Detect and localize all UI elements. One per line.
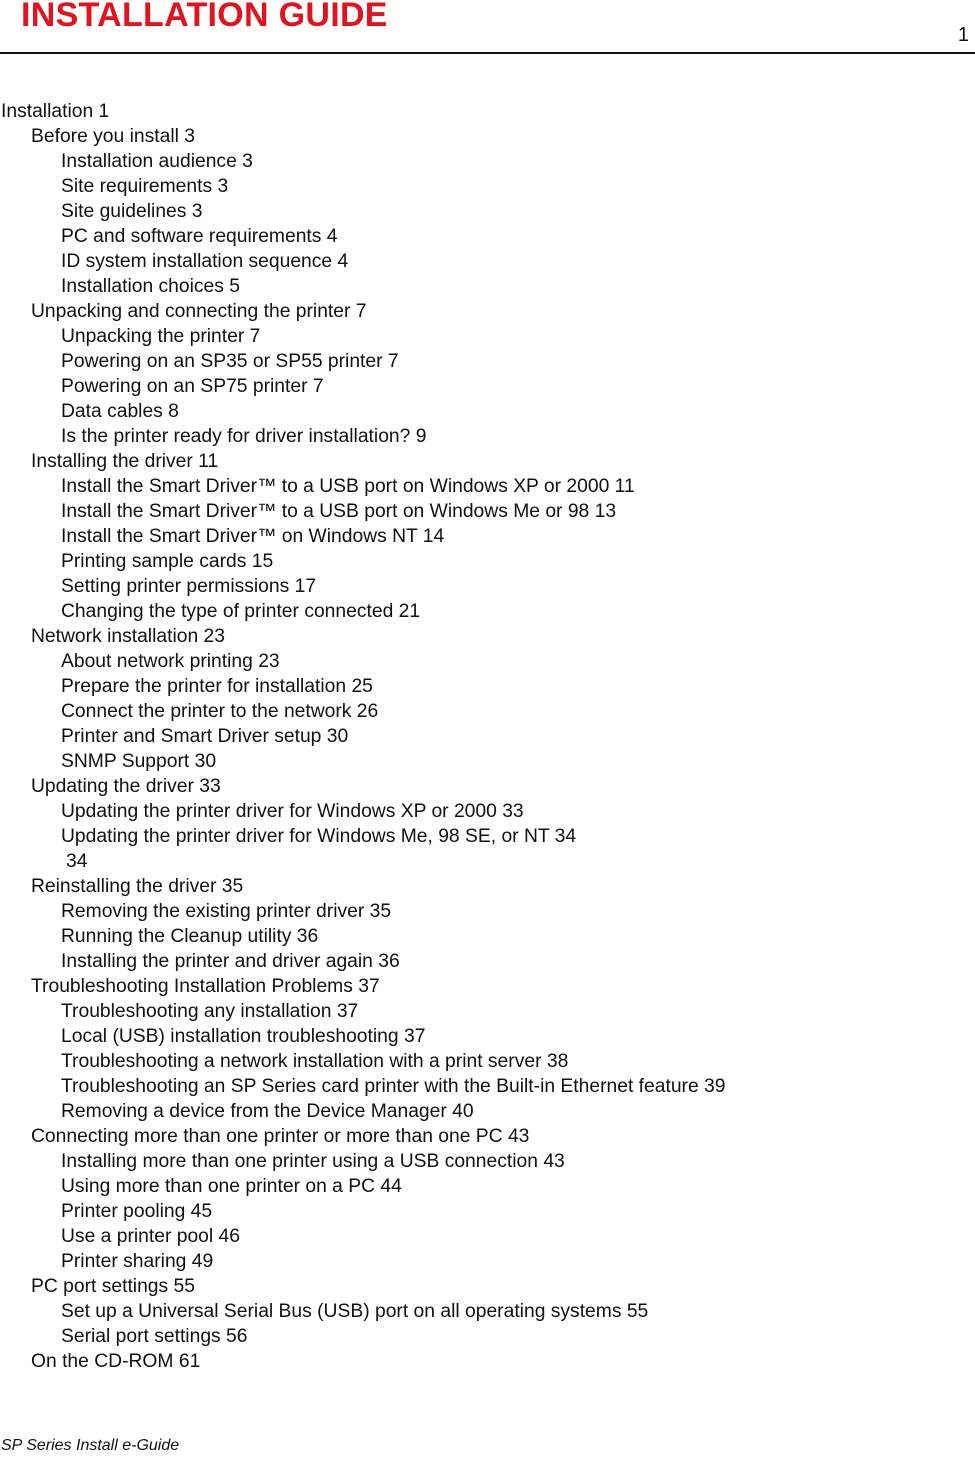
toc-entry[interactable]: PC and software requirements 4	[61, 226, 338, 247]
toc-entry[interactable]: Using more than one printer on a PC 44	[61, 1176, 402, 1197]
toc-entry[interactable]: Powering on an SP75 printer 7	[61, 376, 324, 397]
toc-entry[interactable]: 34	[66, 851, 88, 872]
toc-entry[interactable]: SNMP Support 30	[61, 751, 217, 772]
toc-entry[interactable]: On the CD-ROM 61	[31, 1351, 201, 1372]
toc-entry[interactable]: Install the Smart Driver™ to a USB port on Windows Me or 98 13	[61, 501, 617, 522]
toc-entry[interactable]: Reinstalling the driver 35	[31, 876, 244, 897]
toc-entry[interactable]: Install the Smart Driver™ on Windows NT 14	[61, 526, 445, 547]
header-divider	[0, 52, 975, 54]
toc-entry[interactable]: Prepare the printer for installation 25	[61, 676, 373, 697]
toc-entry[interactable]: Removing a device from the Device Manager 40	[61, 1101, 474, 1122]
toc-entry[interactable]: ID system installation sequence 4	[61, 251, 349, 272]
toc-entry[interactable]: Site requirements 3	[61, 176, 229, 197]
toc-entry[interactable]: Installing more than one printer using a USB connection 43	[61, 1151, 565, 1172]
toc-entry[interactable]: Local (USB) installation troubleshooting 37	[61, 1026, 426, 1047]
toc-entry[interactable]: Powering on an SP35 or SP55 printer 7	[61, 351, 399, 372]
toc-entry[interactable]: Connecting more than one printer or more than one PC 43	[31, 1126, 530, 1147]
toc-entry[interactable]: Installing the driver 11	[31, 451, 219, 472]
footer-text: SP Series Install e-Guide	[1, 1437, 180, 1454]
toc-entry[interactable]: Changing the type of printer connected 21	[61, 601, 421, 622]
toc-entry[interactable]: Set up a Universal Serial Bus (USB) port on all operating systems 55	[61, 1301, 649, 1322]
toc-entry[interactable]: Troubleshooting Installation Problems 37	[31, 976, 380, 997]
toc-entry[interactable]: Before you install 3	[31, 126, 195, 147]
toc-entry[interactable]: Unpacking the printer 7	[61, 326, 261, 347]
toc-entry[interactable]: Site guidelines 3	[61, 201, 203, 222]
toc-entry[interactable]: Network installation 23	[31, 626, 225, 647]
toc-entry[interactable]: Updating the printer driver for Windows XP or 2000 33	[61, 801, 524, 822]
toc-entry[interactable]: Installation audience 3	[61, 151, 253, 172]
toc-entry[interactable]: Installation 1	[1, 101, 110, 122]
toc-entry[interactable]: PC port settings 55	[31, 1276, 195, 1297]
toc-entry[interactable]: Running the Cleanup utility 36	[61, 926, 319, 947]
toc-entry[interactable]: Updating the driver 33	[31, 776, 221, 797]
toc-entry[interactable]: Setting printer permissions 17	[61, 576, 317, 597]
toc-entry[interactable]: Troubleshooting any installation 37	[61, 1001, 359, 1022]
page-title: INSTALLATION GUIDE	[21, 0, 388, 34]
toc-entry[interactable]: Installing the printer and driver again 36	[61, 951, 400, 972]
toc-entry[interactable]: Install the Smart Driver™ to a USB port on Windows XP or 2000 11	[61, 476, 635, 497]
toc-entry[interactable]: Use a printer pool 46	[61, 1226, 240, 1247]
toc-entry[interactable]: Printer pooling 45	[61, 1201, 213, 1222]
toc-entry[interactable]: Serial port settings 56	[61, 1326, 248, 1347]
toc-entry[interactable]: Updating the printer driver for Windows Me, 98 SE, or NT 34	[61, 826, 577, 847]
toc-entry[interactable]: Printer sharing 49	[61, 1251, 214, 1272]
toc-entry[interactable]: Connect the printer to the network 26	[61, 701, 379, 722]
toc-entry[interactable]: Troubleshooting an SP Series card printer with the Built-in Ethernet feature 39	[61, 1076, 726, 1097]
page-number: 1	[957, 24, 969, 46]
toc-entry[interactable]: Printer and Smart Driver setup 30	[61, 726, 349, 747]
toc-entry[interactable]: Unpacking and connecting the printer 7	[31, 301, 367, 322]
toc-entry[interactable]: Removing the existing printer driver 35	[61, 901, 392, 922]
toc-entry[interactable]: Data cables 8	[61, 401, 179, 422]
toc-entry[interactable]: Printing sample cards 15	[61, 551, 274, 572]
toc-entry[interactable]: Installation choices 5	[61, 276, 240, 297]
toc-entry[interactable]: Troubleshooting a network installation with a print server 38	[61, 1051, 569, 1072]
toc-entry[interactable]: Is the printer ready for driver installation? 9	[61, 426, 427, 447]
toc-entry[interactable]: About network printing 23	[61, 651, 280, 672]
table-of-contents	[0, 99, 975, 1374]
